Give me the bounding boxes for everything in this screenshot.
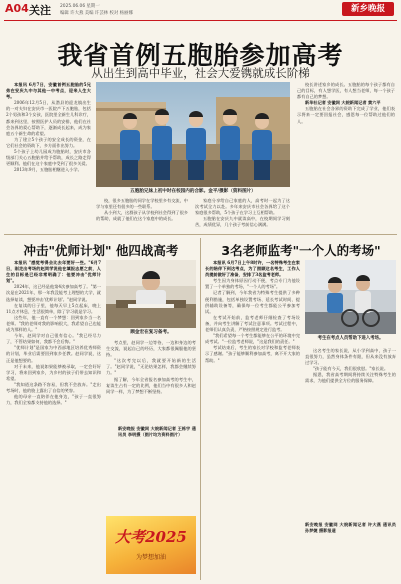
right-story-credit [305,522,396,562]
right-story-photo-image [305,260,396,334]
right-story-col-2 [305,348,396,518]
sub-headline: 从出生到高中毕业，社会大爱镌就成长阶梯 [91,66,310,80]
section-name: 关注 [29,4,51,17]
paragraph: 在复读的日子里，他每天早上5点起床，晚上11点才休息，生活很简单，除了学习就是学习。 [6,302,101,314]
paragraph: 5个孩子上幼儿园成为胞胎时，安庆市各级部门关心五胞胎并给予帮助，成长之路走得更顺利。他们在这个家庭中受到了很多关爱。 [6,149,91,167]
left-story-credit [118,426,196,488]
paragraph: 据了解，今年全省报名参加高考的考生中，复读生占有一定的比例，他们当中有很多人和赵同学一样，为了梦想不断坚持。 [106,376,196,394]
right-story-photo-caption: 考生在考点人员帮助下进入考场。 [317,336,384,341]
right-story-title: 3名老师监考"一个人的考场" [221,243,381,258]
date-line: 2025.06.06 星期一 [60,4,100,9]
paragraph: 五胞胎在社会各界的资助下完成了学业，他们表示将来一定要回报社会，感恩每一位帮助过他们的人。 [297,106,395,124]
lead-photo-caption: 五胞胎兄妹上初中时在校园内的合影。金平/摄影（资料图片） [130,189,256,194]
paragraph: 这名考生的家长说，从小学到高中，孩子一直很努力，虽然身体条件有限，但从来没有放弃过学习。 [305,348,396,366]
left-story-title: 冲击"优师计划" 他四战高考 [23,243,179,258]
paragraph: 校，很多五胞胎的同学在学校里多有交流，中学与家里还有很多的一些联系。 [96,198,188,210]
paragraph: 从小到大，这群孩子从学校到社会得到了很多的帮助，成就了他们在这个家庭中的成长。 [96,210,188,222]
lead-story-col-3 [195,198,290,232]
byline: 新安晚报 安徽网 大皖新闻记者 许大燕 通讯员 孙梦婕 摄影报道 [305,522,396,534]
paragraph: 这些年，他一直有一个梦想：回到家乡当一名老师。"我的老师对我的影响很大，我希望自己也能成为那样的人。" [6,314,101,333]
exam-ad-subtitle: 为梦想加油 [135,554,166,561]
paragraph: "这次考完以后，我就要开始新的生活了。"赵同学说，"无论结果怎样，我都会继续努力。" [106,358,196,376]
paragraph: 在考试开始前，监考老师仔细检查了考场设备，并向考生讲解了考试注意事项。考试过程中，老师们认真负责，严格按照规定进行监考。 [205,314,300,333]
paragraph: "我们希望每一个考生都能够在公平的环境中完成考试。"一位监考老师说，"这是我们的责任。" [205,333,300,345]
paragraph: 考点里，赵同学一边等待，一边和身边的考生交流，说起自己的经历，大家都很佩服他的坚持。 [106,340,196,358]
paragraph: 2024年，这已经是他第4次参加高考了。"第一次是在2021年，那一年我没能考上理想的大学，就选择复读，想要冲击'优师计划'。"赵同学说。 [6,284,101,302]
lead-photo-image [96,82,290,187]
paragraph: 考试结束后，考生的家长对学校和监考老师表示了感谢。"孩子能够顺利参加高考，离不开大家的帮助。" [205,345,300,363]
left-story-photo-caption: 顾金宏在复习备考。 [130,330,172,335]
paragraph: 对于未来，他说如果能够被录取，一定会好好学习，将来回到家乡，为乡村的孩子们带去知识和希望。 [6,363,101,381]
paragraph: 为了建立5个孩子的安全成长的资金，在它们社会的资助下，多方面作出努力。 [6,136,91,148]
left-story-photo [106,260,196,328]
exam-ad-title: 大考2025 [115,528,187,546]
masthead-rule [4,20,397,21]
lead-story-col-4 [297,82,395,230]
paragraph: "我知道这条路不容易，但我不会放弃。"走出考场时，他的脸上露出了自信的笑容。 [6,381,101,393]
left-story-col-1 [6,260,101,578]
left-story-col-2 [106,340,196,422]
paragraph: 家庭分享给自己家庭的人，高考时一起为了这次考试全力以赴。多年来安庆市社会各界给了这个家庭很多帮助，5个孩子在学习上互相帮助。 [195,198,290,216]
paragraph: "孩子能有今天，我们很欣慰。"家长说。 [313,366,389,372]
right-story-col-1 [205,260,300,578]
page-number: A04 [5,2,29,15]
paragraph: 据悉，我省高考期间将持续关注特殊考生的需求，为他们提供全方位的服务保障。 [305,372,396,384]
byline: 新安晚报 安徽网 大皖新闻记者 王栋宇 通讯员 李明摄（图片均为资料图片） [118,426,196,438]
paragraph: 校长讲述家乡的成长。五胞胎的每个孩子都有自己的目标，有人想学医，有人想当老师，每一个孩子都有自己的梦想。 [297,82,395,100]
paragraph: 今年，赵同学对自己很有信心。"我已经尽力了，不管结果如何，我都不会后悔。" [6,333,101,345]
exam-ad [106,516,196,574]
paragraph: 考生因为身体原因行动不便，考点专门为他设置了一个单独的考场，"一个人的考场"。 [205,278,300,290]
lead-story-col-1 [6,82,91,230]
brand-logo [342,2,394,16]
lead-paragraph: 本报讯 6月7日上午8时许，一名特殊考生在家长的陪伴下到达考点，为了照顾这名考生，工作人员提前做好了准备，安排了3名监考老师。 [205,260,300,278]
main-headline: 我省首例五胞胎参加高考 [57,41,344,70]
masthead [0,0,401,20]
paragraph: 他的母亲一直陪伴在他身边，"孩子一直很努力，我们全家都支持他的选择。" [6,394,101,406]
paragraph: "优师计划"是国家为中西部地区培养优秀师资的计划，毕业后需要回到家乡任教。赵同学说，这正是他想要的。 [6,345,101,363]
lead-story-col-2 [96,198,188,232]
staff-line: 编辑 许大燕 美编 许芸林 校对 杨丽娜 [60,11,133,16]
lead-photo [96,82,290,187]
byline: 新华社记者 安徽网 大皖新闻记者 黄六平 [305,100,381,106]
column-divider [200,238,201,580]
section-divider [4,234,397,235]
paragraph: 五胞胎在安庆九中就读高中，在校期间学习刻苦，成绩优异，几个孩子考前信心满满。 [195,216,290,228]
lead-paragraph: 本报讯 "感觉考得会比去年要好一些。"6月7日，刚走出考场的赵同学说他在填报志愿之前，人生的目标是已经非常明确了：他要冲击"优师计划"。 [6,260,101,284]
left-story-photo-image [106,260,196,328]
paragraph: 记者了解到，今年我省为特殊考生提供了多种便利措施，包括单独设置考场、延长考试时间、提供辅助设备等，确保每一位考生都能公平参加考试。 [205,290,300,314]
right-story-photo [305,260,396,334]
brand-logo-text: 新乡晚报 [350,4,385,14]
paragraph: 2006年12月5日，从潜县的迎龙镇出生的一对夫妇在安庆市一医院产下五胞胎，包括2个男孩和3个女孩，医院里全新生儿科诊疗，都来到这里，按照医护人员的安排，他们在社会各界的爱心帮助下，逐渐成长起来，成为家庭五个新生命的希望。 [6,100,91,136]
lead-paragraph: 本报讯 6月7日，安徽首例五胞胎的5兄弟在安庆九中与其他一中考点，迎来人生大考。 [6,82,91,100]
paragraph: 2013年9月，五胞胎相继进入小学。 [14,167,82,173]
